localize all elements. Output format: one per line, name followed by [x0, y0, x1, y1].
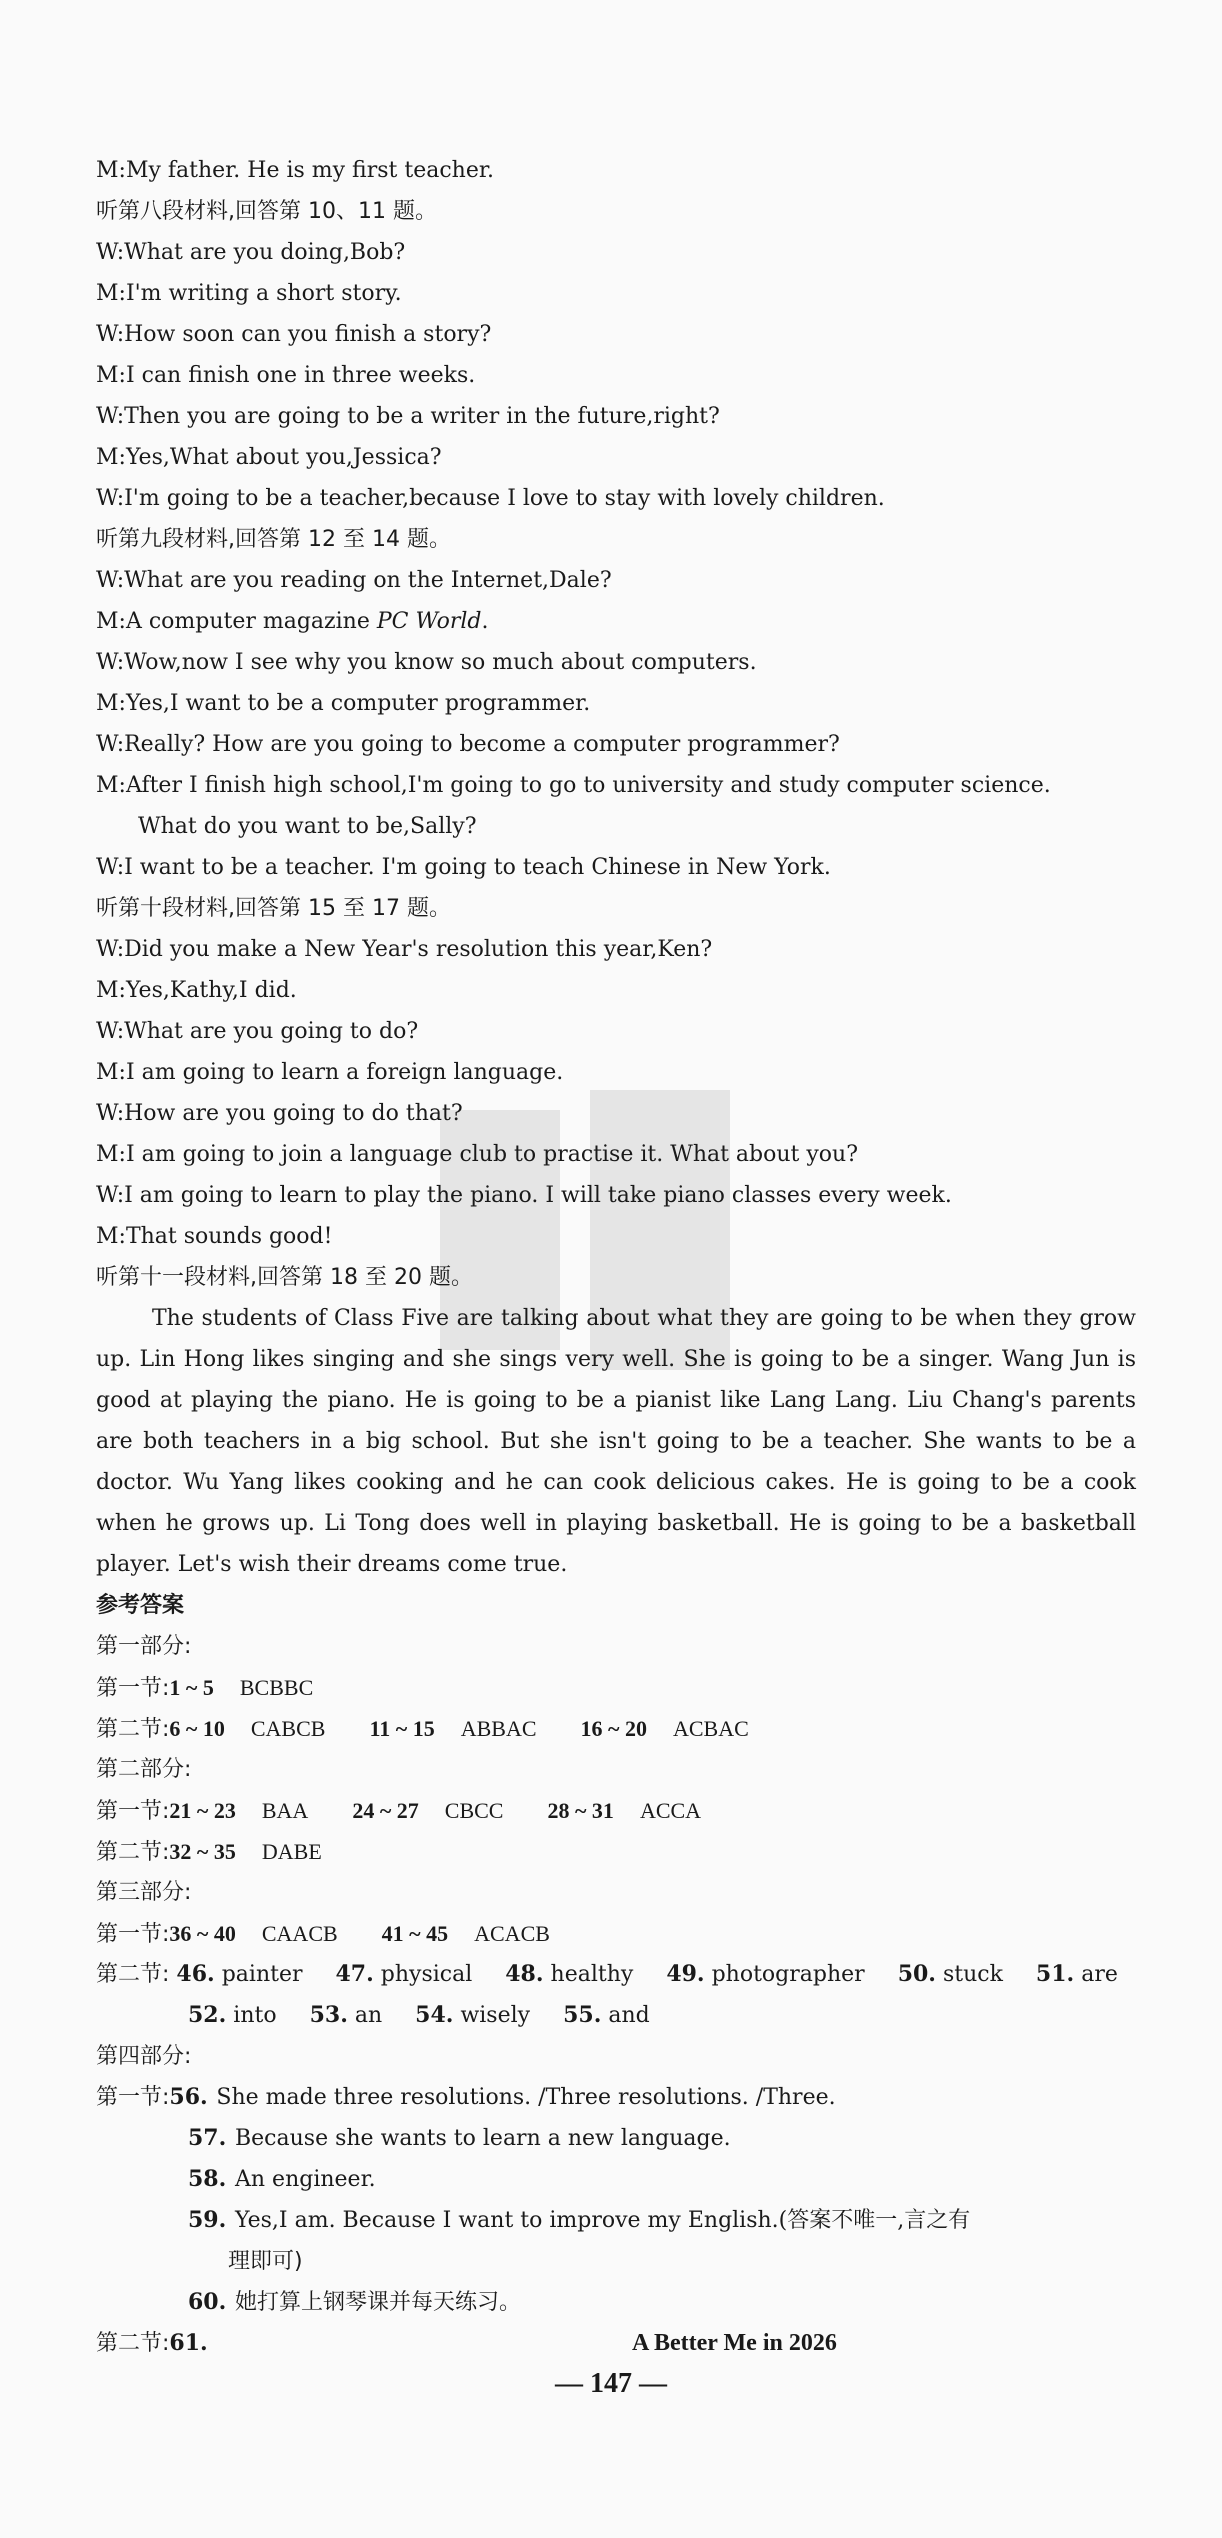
answer-text: She made three resolutions. /Three resolutions. /Three. — [216, 2085, 836, 2110]
transcript-line: 听第九段材料,回答第 12 至 14 题。 — [96, 527, 451, 552]
fill-word: healthy — [550, 1962, 634, 1987]
transcript-line: M:I am going to learn a foreign language. — [96, 1060, 564, 1085]
range: 11 ~ 15 — [369, 1716, 435, 1741]
answer-text: An engineer. — [235, 2167, 376, 2192]
q57-row — [96, 2118, 1136, 2159]
fill-item — [898, 1962, 1003, 1987]
question-number: 57. — [188, 2125, 227, 2151]
transcript-line: W:I am going to learn to play the piano. I will take piano classes every week. — [96, 1183, 952, 1208]
key: BAA — [261, 1798, 309, 1823]
fill-word: into — [233, 2003, 277, 2028]
range: 32 ~ 35 — [169, 1839, 236, 1864]
fill-number: 50. — [897, 1961, 936, 1987]
transcript-line: M:That sounds good! — [96, 1224, 333, 1249]
part2-heading: 第二部分: — [96, 1757, 192, 1782]
answer-text: 她打算上钢琴课并每天练习。 — [235, 2290, 522, 2315]
fill-item — [188, 2003, 277, 2028]
fill-word: stuck — [942, 1962, 1003, 1987]
answer-text: Because she wants to learn a new language. — [235, 2126, 731, 2151]
part1-heading: 第一部分: — [96, 1634, 192, 1659]
q59-continuation: 理即可) — [228, 2249, 303, 2274]
fill-item — [335, 1962, 472, 1987]
range: 1 ~ 5 — [169, 1675, 214, 1700]
key: DABE — [261, 1839, 322, 1864]
transcript-line: 听第十一段材料,回答第 18 至 20 题。 — [96, 1265, 473, 1290]
range: 24 ~ 27 — [352, 1798, 419, 1823]
transcript-line: W:Did you make a New Year's resolution this year,Ken? — [96, 937, 713, 962]
listening-transcript — [96, 150, 1136, 1298]
fill-number: 49. — [666, 1961, 705, 1987]
fill-item — [415, 2003, 530, 2028]
fill-number: 55. — [563, 2002, 602, 2028]
transcript-line: M:I am going to join a language club to practise it. What about you? — [96, 1142, 859, 1167]
fill-item — [176, 1962, 302, 1987]
fill-number: 46. — [176, 1961, 215, 1987]
range: 16 ~ 20 — [580, 1716, 647, 1741]
transcript-line: W:What are you reading on the Internet,Dale? — [96, 568, 612, 593]
transcript-line: W:How are you going to do that? — [96, 1101, 463, 1126]
p3-section1-row — [96, 1913, 1136, 1954]
key: ABBAC — [460, 1716, 537, 1741]
range: 36 ~ 40 — [169, 1921, 236, 1946]
key: ACCA — [639, 1798, 702, 1823]
transcript-line: M:I can finish one in three weeks. — [96, 363, 476, 388]
key: ACBAC — [672, 1716, 749, 1741]
part3-heading: 第三部分: — [96, 1880, 192, 1905]
answer-text: Yes,I am. Because I want to improve my English.(答案不唯一,言之有 — [235, 2208, 971, 2233]
transcript-line: M:Yes,What about you,Jessica? — [96, 445, 442, 470]
transcript-line: 听第八段材料,回答第 10、11 题。 — [96, 199, 437, 224]
question-number: 60. — [188, 2289, 227, 2315]
key: CBCC — [444, 1798, 504, 1823]
transcript-line: W:Then you are going to be a writer in the future,right? — [96, 404, 720, 429]
fill-word: wisely — [460, 2003, 531, 2028]
fill-item — [1036, 1962, 1118, 1987]
p1-section2-row — [96, 1708, 1136, 1749]
section-label: 第一节: — [96, 1922, 170, 1947]
key: ACACB — [474, 1921, 550, 1946]
fill-word: are — [1081, 1962, 1118, 1987]
fill-item — [563, 2003, 650, 2028]
key: BCBBC — [239, 1675, 314, 1700]
fill-word: photographer — [711, 1962, 865, 1987]
section-label: 第一节: — [96, 2085, 170, 2110]
fill-word: and — [608, 2003, 650, 2028]
range: 28 ~ 31 — [547, 1798, 614, 1823]
section-label: 第二节: — [96, 1962, 170, 1987]
transcript-line: W:What are you going to do? — [96, 1019, 419, 1044]
range: 41 ~ 45 — [381, 1921, 449, 1946]
content — [96, 150, 1136, 2364]
fill-item — [310, 2003, 383, 2028]
section-label: 第二节: — [96, 2331, 170, 2356]
question-number: 59. — [188, 2207, 227, 2233]
q58-row — [96, 2159, 1136, 2200]
transcript-line: M:My father. He is my first teacher. — [96, 158, 494, 183]
transcript-line: M:Yes,I want to be a computer programmer. — [96, 691, 591, 716]
transcript-line: W:I'm going to be a teacher,because I love to stay with lovely children. — [96, 486, 885, 511]
range: 6 ~ 10 — [169, 1716, 225, 1741]
fill-number: 53. — [309, 2002, 348, 2028]
transcript-line: W:What are you doing,Bob? — [96, 240, 406, 265]
transcript-line: M:I'm writing a short story. — [96, 281, 402, 306]
answers-heading: 参考答案 — [96, 1593, 185, 1618]
transcript-line: M:After I finish high school,I'm going to go to university and study computer science. — [96, 773, 1051, 798]
question-number: 56. — [169, 2084, 208, 2110]
transcript-line: W:How soon can you finish a story? — [96, 322, 492, 347]
p3-section2-row1 — [96, 1954, 1136, 1995]
p1-section1-row — [96, 1667, 1136, 1708]
transcript-line: 听第十段材料,回答第 15 至 17 题。 — [96, 896, 451, 921]
transcript-line: M:Yes,Kathy,I did. — [96, 978, 297, 1003]
essay-title: A Better Me in 2026 — [632, 2330, 837, 2356]
fill-word: painter — [221, 1962, 303, 1987]
key: CABCB — [250, 1716, 326, 1741]
page-number: — 147 — — [555, 2368, 667, 2399]
fill-word: an — [354, 2003, 383, 2028]
fill-number: 47. — [335, 1961, 374, 1987]
passage-paragraph: The students of Class Five are talking about what they are going to be when they grow up. Lin Hong likes singing and she sings very well. She is going to be a singer. Wang Jun is good at playing the piano. He is going to be a pianist like Lang Lang. Liu Chang's parents are both teachers in a big school. But she isn't going to be a teacher. She wants to be a doctor. Wu Yang likes cooking and he can cook delicious cakes. He is going to be a cook when he grows up. Li Tong does well in playing basketball. He is going to be a basketball player. Let's wish their dreams come true. — [96, 1306, 1136, 1577]
p3-section2-row2 — [96, 1995, 1136, 2036]
q60-row — [96, 2282, 1136, 2323]
transcript-line: W:Wow,now I see why you know so much about computers. — [96, 650, 757, 675]
fill-item — [666, 1962, 864, 1987]
fill-word: physical — [380, 1962, 473, 1987]
question-number: 61. — [169, 2330, 208, 2356]
q61-row — [96, 2323, 1136, 2364]
fill-number: 52. — [188, 2002, 227, 2028]
transcript-line: What do you want to be,Sally? — [138, 814, 477, 839]
key: CAACB — [261, 1921, 338, 1946]
transcript-line: W:Really? How are you going to become a computer programmer? — [96, 732, 840, 757]
fill-number: 51. — [1035, 1961, 1075, 1987]
q56-row — [96, 2077, 1136, 2118]
fill-number: 48. — [505, 1961, 544, 1987]
section-label: 第一节: — [96, 1676, 170, 1701]
p2-section1-row — [96, 1790, 1136, 1831]
section-label: 第二节: — [96, 1840, 170, 1865]
transcript-line: W:I want to be a teacher. I'm going to teach Chinese in New York. — [96, 855, 831, 880]
question-number: 58. — [188, 2166, 227, 2192]
part4-heading: 第四部分: — [96, 2044, 192, 2069]
magazine-title: PC World — [376, 609, 482, 634]
range: 21 ~ 23 — [169, 1798, 236, 1823]
section-label: 第二节: — [96, 1717, 170, 1742]
fill-item — [505, 1962, 633, 1987]
transcript-line: M:A computer magazine PC World. — [96, 609, 489, 634]
fill-number: 54. — [415, 2002, 454, 2028]
section-label: 第一节: — [96, 1799, 170, 1824]
p2-section2-row — [96, 1831, 1136, 1872]
q59-row — [96, 2200, 1136, 2241]
